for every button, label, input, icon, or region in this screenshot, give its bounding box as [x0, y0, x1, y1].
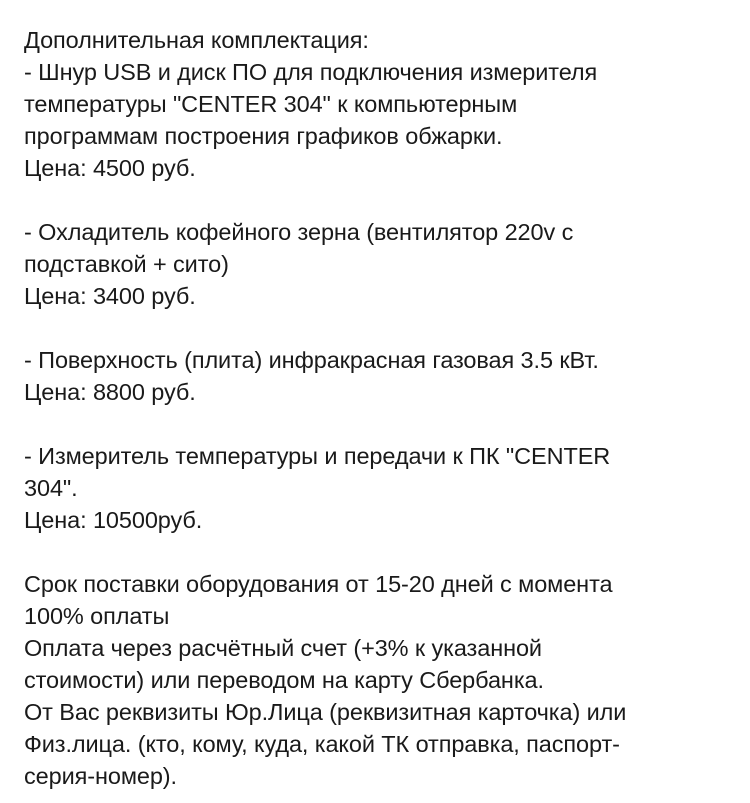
- item-cooler: [24, 216, 734, 312]
- item-line: - Шнур USB и диск ПО для подключения измерителя: [24, 59, 598, 85]
- item-line: - Измеритель температуры и передачи к ПК "CENTER: [24, 443, 611, 469]
- intro-heading: Дополнительная комплектация:: [24, 27, 369, 53]
- item-line: - Охладитель кофейного зерна (вентилятор 220v с: [24, 219, 574, 245]
- terms-line: серия-номер).: [24, 763, 177, 789]
- terms-line: стоимости) или переводом на карту Сбербанка.: [24, 667, 544, 693]
- item-line: - Поверхность (плита) инфракрасная газовая 3.5 кВт.: [24, 347, 599, 373]
- spacer: [24, 184, 734, 216]
- terms-line: Срок поставки оборудования от 15-20 дней с момента: [24, 571, 613, 597]
- terms-line: 100% оплаты: [24, 603, 170, 629]
- item-usb-cable: [24, 56, 734, 184]
- item-line: программам построения графиков обжарки.: [24, 123, 503, 149]
- item-line: температуры "CENTER 304" к компьютерным: [24, 91, 518, 117]
- item-temperature-meter: [24, 440, 734, 536]
- item-price: Цена: 10500руб.: [24, 507, 203, 533]
- item-price: Цена: 3400 руб.: [24, 283, 196, 309]
- terms-line: Оплата через расчётный счет (+3% к указанной: [24, 635, 542, 661]
- item-price: Цена: 4500 руб.: [24, 155, 196, 181]
- item-line: 304".: [24, 475, 78, 501]
- spacer: [24, 536, 734, 568]
- terms-line: От Вас реквизиты Юр.Лица (реквизитная карточка) или: [24, 699, 627, 725]
- message-text: [24, 24, 734, 792]
- terms-block: [24, 568, 734, 792]
- item-price: Цена: 8800 руб.: [24, 379, 196, 405]
- spacer: [24, 408, 734, 440]
- terms-line: Физ.лица. (кто, кому, куда, какой ТК отправка, паспорт-: [24, 731, 620, 757]
- item-line: подставкой + сито): [24, 251, 229, 277]
- spacer: [24, 312, 734, 344]
- item-infrared-surface: [24, 344, 734, 408]
